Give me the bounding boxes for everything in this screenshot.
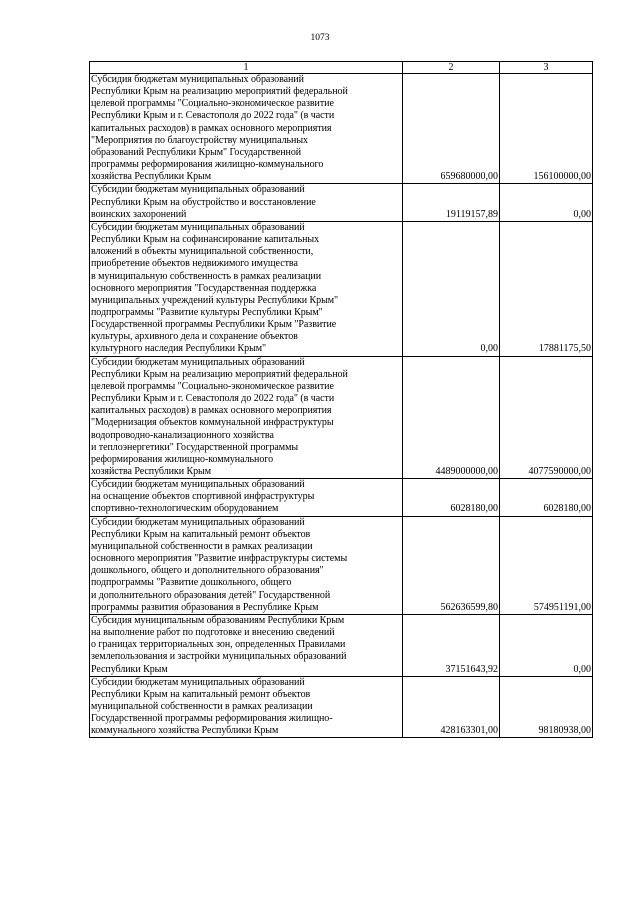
table-row	[90, 184, 593, 221]
table-row	[90, 221, 593, 356]
row-value-column-3: 0,00	[500, 184, 593, 221]
column-header-2: 2	[403, 62, 500, 74]
row-description: Субсидия муниципальным образованиям Республики Крым на выполнение работ по подготовке и внесению сведений о границах территориальных зон, определенных Правилами землепользования и застройки муниципальных образований Республики Крым	[90, 614, 403, 676]
table-row	[90, 356, 593, 479]
column-header-3: 3	[500, 62, 593, 74]
table-row	[90, 676, 593, 738]
row-value-column-3: 574951191,00	[500, 516, 593, 614]
page-number: 1073	[310, 33, 330, 43]
row-value-column-3: 156100000,00	[500, 74, 593, 184]
row-value-column-2: 659680000,00	[403, 74, 500, 184]
row-value-column-3: 6028180,00	[500, 479, 593, 516]
row-description: Субсидии бюджетам муниципальных образований Республики Крым на капитальный ремонт объектов муниципальной собственности в рамках реализации Государственной программы реформирования жилищно- коммунального хозяйства Республики Крым	[90, 676, 403, 738]
row-value-column-2: 4489000000,00	[403, 356, 500, 479]
row-value-column-2: 428163301,00	[403, 676, 500, 738]
row-description: Субсидии бюджетам муниципальных образований Республики Крым на капитальный ремонт объектов муниципальной собственности в рамках реализации основного мероприятия "Развитие инфраструктуры системы дошкольного, общего и дополнительного образования" подпрограммы "Развитие дошкольного, общего и дополнительного образования детей" Государственной программы развития образования в Республике Крым	[90, 516, 403, 614]
table-header-row	[90, 62, 593, 74]
row-value-column-3: 4077590000,00	[500, 356, 593, 479]
row-description: Субсидии бюджетам муниципальных образований на оснащение объектов спортивной инфраструктуры спортивно-технологическим оборудованием	[90, 479, 403, 516]
table-row	[90, 614, 593, 676]
row-value-column-2: 37151643,92	[403, 614, 500, 676]
row-value-column-2: 6028180,00	[403, 479, 500, 516]
table-row	[90, 74, 593, 184]
column-header-1: 1	[90, 62, 403, 74]
row-description: Субсидии бюджетам муниципальных образований Республики Крым на софинансирование капитальных вложений в объекты муниципальной собственности, приобретение объектов недвижимого имущества в муниципальную собственность в рамках реализации основного мероприятия "Государственная поддержка муниципальных учреждений культуры Республики Крым" подпрограммы "Развитие культуры Республики Крым" Государственной программы Республики Крым "Развитие культуры, архивного дела и сохранение объектов культурного наследия Республики Крым"	[90, 221, 403, 356]
budget-table	[89, 61, 593, 738]
table-row	[90, 479, 593, 516]
row-description: Субсидии бюджетам муниципальных образований Республики Крым на реализацию мероприятий федеральной целевой программы "Социально-экономическое развитие Республики Крым и г. Севастополя до 2022 года" (в части капитальных расходов) в рамках основного мероприятия "Модернизация объектов коммунальной инфраструктуры водопроводно-канализационного хозяйства и теплоэнергетики" Государственной программы реформирования жилищно-коммунального хозяйства Республики Крым	[90, 356, 403, 479]
row-value-column-2: 0,00	[403, 221, 500, 356]
row-description: Субсидия бюджетам муниципальных образований Республики Крым на реализацию мероприятий федеральной целевой программы "Социально-экономическое развитие Республики Крым и г. Севастополя до 2022 года" (в части капитальных расходов) в рамках основного мероприятия "Мероприятия по благоустройству муниципальных образований Республики Крым" Государственной программы реформирования жилищно-коммунального хозяйства Республики Крым	[90, 74, 403, 184]
table-row	[90, 516, 593, 614]
row-value-column-3: 0,00	[500, 614, 593, 676]
row-value-column-3: 98180938,00	[500, 676, 593, 738]
row-value-column-3: 17881175,50	[500, 221, 593, 356]
row-description: Субсидии бюджетам муниципальных образований Республики Крым на обустройство и восстановление воинских захоронений	[90, 184, 403, 221]
row-value-column-2: 562636599,80	[403, 516, 500, 614]
row-value-column-2: 19119157,89	[403, 184, 500, 221]
